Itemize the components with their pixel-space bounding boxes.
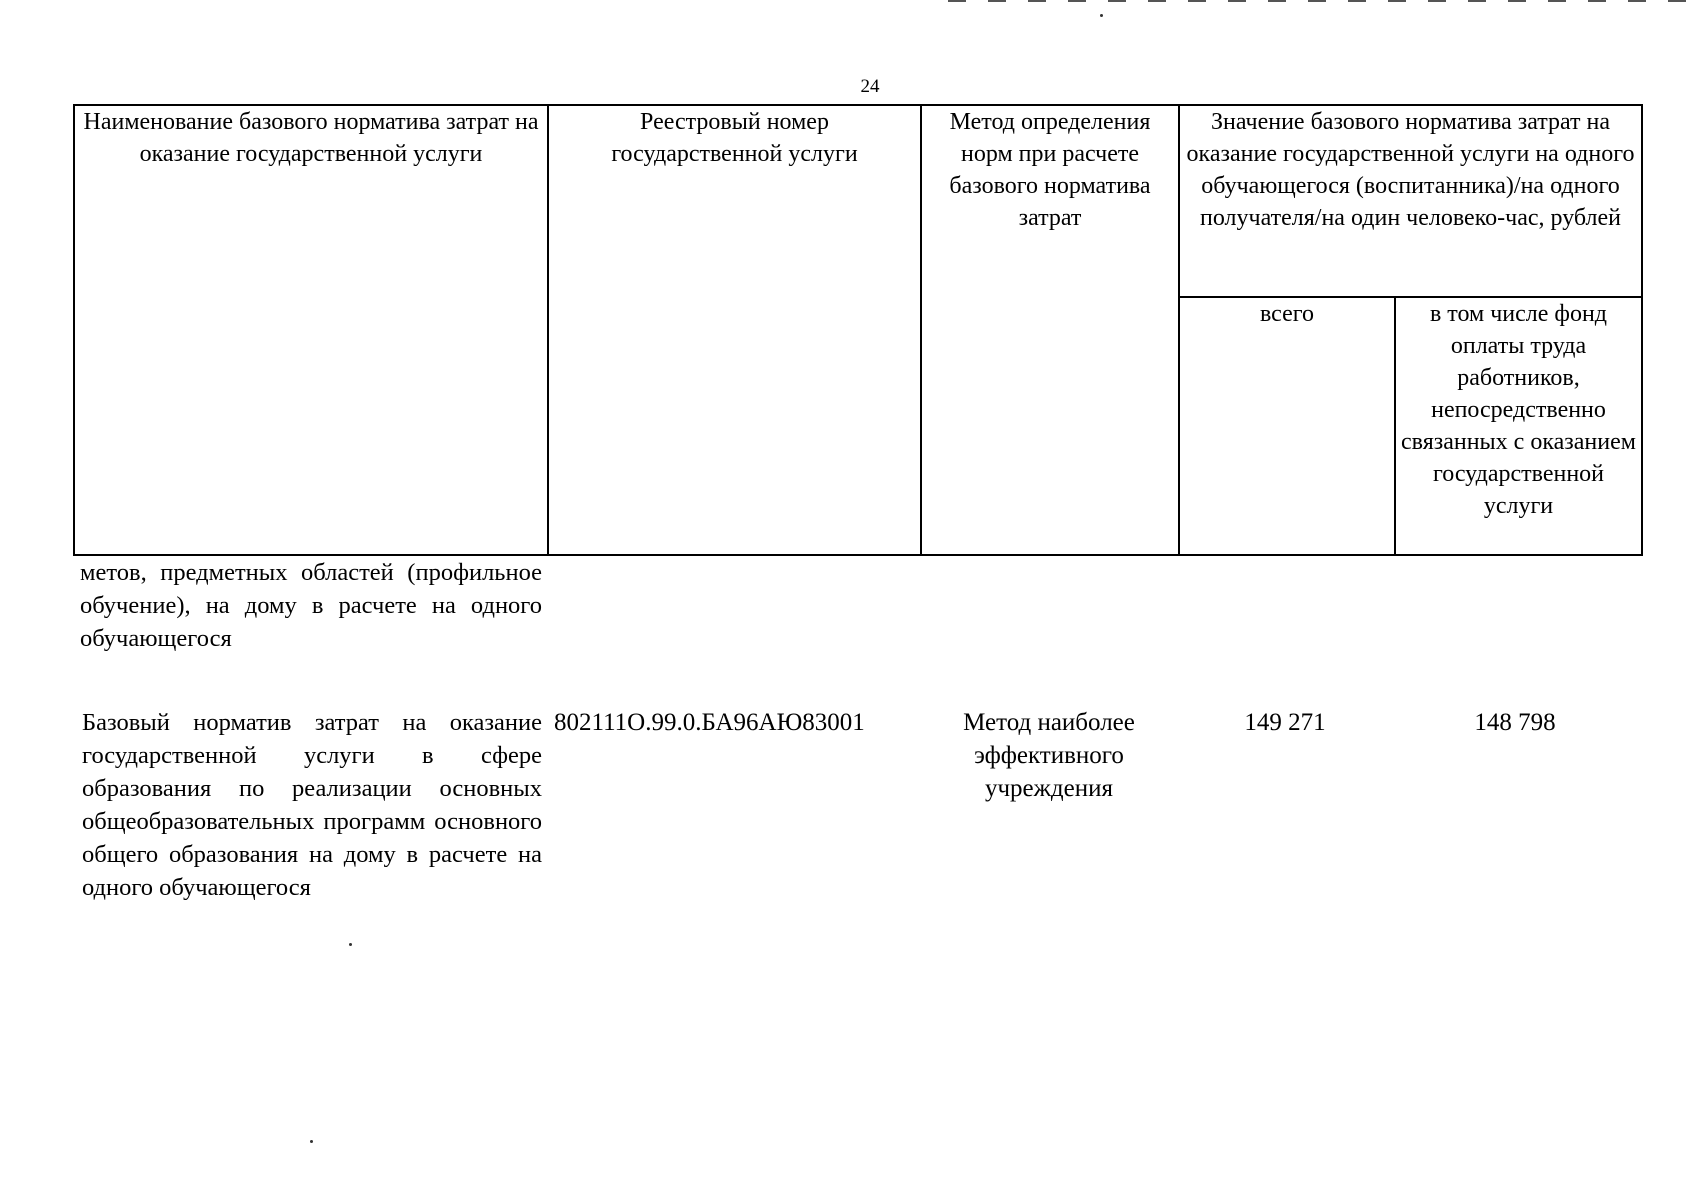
continuation-text: метов, предметных областей (профильное обучение), на дому в расчете на одного обучающегося (80, 559, 542, 652)
table-header (73, 104, 1643, 556)
row-wage-value: 148 798 (1474, 709, 1556, 736)
header-wage-subcolumn: в том числе фонд оплаты труда работников, непосредственно связанных с оказанием государственной услуги (1395, 297, 1642, 555)
header-value-column: Значение базового норматива затрат на оказание государственной услуги на одного обучающегося (воспитанника)/на одного получателя/на один человеко-час, рублей (1179, 105, 1642, 297)
header-total-subcolumn: всего (1179, 297, 1395, 555)
header-method-column: Метод определения норм при расчете базового норматива затрат (921, 105, 1179, 555)
header-registry-column: Реестровый номер государственной услуги (548, 105, 921, 555)
dashed-header-line (948, 0, 1690, 2)
row-name: Базовый норматив затрат на оказание государственной услуги в сфере образования по реализации основных общеобразовательных программ основного общего образования на дому в расчете на одного обучающегося (82, 709, 542, 901)
row-total-value: 149 271 (1244, 709, 1326, 736)
scan-speck (1100, 14, 1103, 17)
scan-speck (349, 943, 352, 946)
scan-speck (310, 1140, 313, 1143)
row-method: Метод наиболее эффективного учреждения (963, 709, 1135, 802)
row-registry-number: 802111О.99.0.БА96АЮ83001 (554, 709, 865, 736)
page-number: 24 (860, 76, 880, 97)
header-name-column: Наименование базового норматива затрат на оказание государственной услуги (74, 105, 548, 555)
